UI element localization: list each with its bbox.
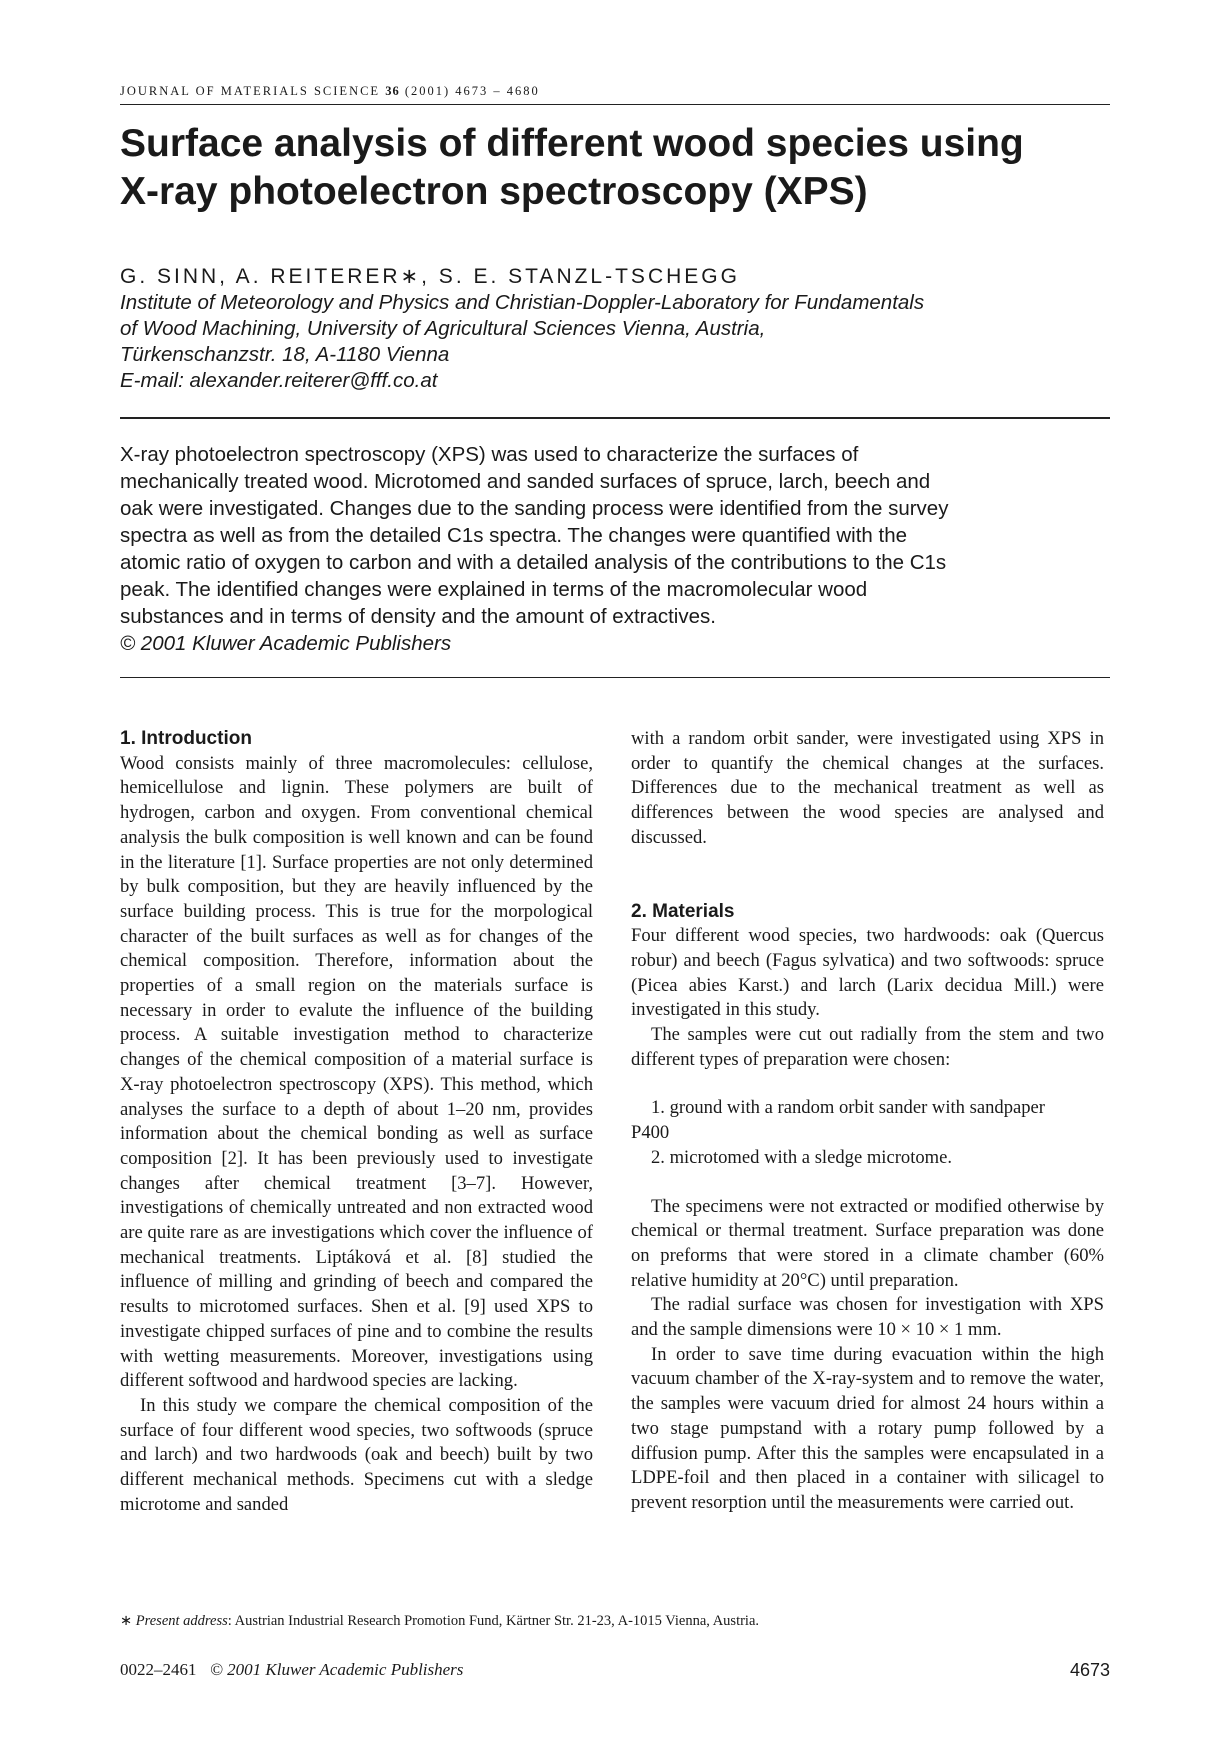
page-number: 4673 <box>1069 1660 1110 1680</box>
intro-paragraph-2-continued: with a random orbit sander, were investigated using XPS in order to quantify the chemical changes at the surfaces. Differences due to the mechanical treatment as well as differences between the wood species are analysed and discussed. <box>631 728 1104 848</box>
journal-name: JOURNAL OF MATERIALS SCIENCE <box>120 84 381 98</box>
materials-paragraph-4: The radial surface was chosen for investigation with XPS and the sample dimensions were 10 × 10 × 1 mm. <box>631 1294 1104 1341</box>
intro-paragraph-2: In this study we compare the chemical composition of the surface of four different wood species, two softwoods (spruce and larch) and two hardwoods (oak and beech) built by two different mechanical methods. Specimens cut with a sledge microtome and sanded <box>120 1394 593 1515</box>
affiliation-line: Institute of Meteorology and Physics and Christian-Doppler-Laboratory for Fundamentals <box>120 291 925 314</box>
materials-paragraph-5: In order to save time during evacuation within the high vacuum chamber of the X-ray-system and to remove the water, the samples were vacuum dried for almost 24 hours within a two stage pumpstand with a rotary pump followed by a diffusion pump. After this the samples were encapsulated in a LDPE-foil and then placed in a container with silicagel to prevent resorption until the measurements were carried out. <box>631 1343 1104 1513</box>
header-rule <box>120 104 1110 105</box>
abstract-line: mechanically treated wood. Microtomed and sanded surfaces of spruce, larch, beech and <box>120 470 931 493</box>
abstract-line: spectra as well as from the detailed C1s spectra. The changes were quantified with the <box>120 524 908 547</box>
list-item: 1. ground with a random orbit sander with sandpaper <box>651 1097 1045 1119</box>
title-line-2: X-ray photoelectron spectroscopy (XPS) <box>120 170 868 213</box>
list-item: 2. microtomed with a sledge microtome. <box>651 1146 953 1168</box>
abstract-copyright: © 2001 Kluwer Academic Publishers <box>120 632 452 655</box>
abstract <box>120 441 1120 657</box>
affiliation <box>120 290 1120 394</box>
footer-publisher: © 2001 Kluwer Academic Publishers <box>210 1660 464 1679</box>
journal-volume: 36 <box>385 84 400 98</box>
issn: 0022–2461 <box>120 1660 197 1679</box>
materials-paragraph-1: Four different wood species, two hardwoods: oak (Quercus robur) and beech (Fagus sylvatica) and two softwoods: spruce (Picea abies Karst.) and larch (Larix decidua Mill.) were investigated in this study. <box>631 925 1104 1021</box>
page-footer <box>120 1660 1110 1684</box>
footnote-label: Present address <box>135 1613 228 1629</box>
footnote <box>120 1613 1110 1630</box>
author-list: G. SINN, A. REITERER∗, S. E. STANZL-TSCHEGG <box>120 265 740 288</box>
journal-year-pages: (2001) 4673 – 4680 <box>404 84 540 98</box>
materials-paragraph-3: The specimens were not extracted or modified otherwise by chemical or thermal treatment. Surface preparation was done on preforms that were stored in a climate chamber (60% relative humidity at 20°C) until preparation. <box>631 1195 1104 1291</box>
abstract-line: peak. The identified changes were explained in terms of the macromolecular wood <box>120 578 868 601</box>
list-item-continued: P400 <box>631 1122 670 1144</box>
journal-header <box>120 84 1110 99</box>
author-email: E-mail: alexander.reiterer@fff.co.at <box>120 369 438 392</box>
affiliation-line: of Wood Machining, University of Agricultural Sciences Vienna, Austria, <box>120 317 766 340</box>
intro-paragraph-1: Wood consists mainly of three macromolecules: cellulose, hemicellulose and lignin. These polymers are built of hydrogen, carbon and oxygen. From conventional chemical analysis the bulk composition is well known and can be found in the literature [1]. Surface properties are not only determined by bulk composition, but they are heavily influenced by the surface building process. This is true for the morpological character of the built surfaces as well as for changes of the chemical composition. Therefore, information about the properties of a small region on the materials surface is necessary in order to evalute the influence of the building process. A suitable investigation method to characterize changes of the chemical composition of a material surface is X-ray photoelectron spectroscopy (XPS). This method, which analyses the surface to a depth of about 1–20 nm, provides information about the chemical bonding as well as surface composition [2]. It has been previously used to investigate changes after chemical treatment [3–7]. However, investigations of chemically untreated and non extracted wood are quite rare as are investigations which cover the influence of mechanical treatments. Liptáková et al. [8] studied the influence of milling and grinding of beech and compared the results to microtomed surfaces. Shen et al. [9] used XPS to investigate chipped surfaces of pine and to combine the results with wetting measurements. Moreover, investigations using different softwood and hardwood species are lacking. <box>120 752 593 1392</box>
footnote-text: : Austrian Industrial Research Promotion Fund, Kärtner Str. 21-23, A-1015 Vienna, Austria. <box>227 1613 760 1629</box>
abstract-top-rule <box>120 417 1110 419</box>
abstract-line: substances and in terms of density and the amount of extractives. <box>120 605 716 628</box>
materials-paragraph-2: The samples were cut out radially from the stem and two different types of preparation were chosen: <box>631 1024 1104 1070</box>
abstract-line: atomic ratio of oxygen to carbon and with a detailed analysis of the contributions to the C1s <box>120 551 947 574</box>
abstract-bottom-rule <box>120 677 1110 678</box>
section-heading-introduction: 1. Introduction <box>120 728 252 749</box>
affiliation-line: Türkenschanzstr. 18, A-1180 Vienna <box>120 343 450 366</box>
section-heading-materials: 2. Materials <box>631 900 735 922</box>
abstract-line: oak were investigated. Changes due to the sanding process were identified from the survey <box>120 497 949 520</box>
paper-title <box>120 120 1110 216</box>
title-line-1: Surface analysis of different wood species using <box>120 122 1024 165</box>
preparation-list <box>631 1096 1104 1170</box>
right-column <box>631 727 1104 1516</box>
footnote-marker: ∗ <box>120 1613 133 1629</box>
abstract-line: X-ray photoelectron spectroscopy (XPS) was used to characterize the surfaces of <box>120 443 859 466</box>
left-column <box>120 727 593 1518</box>
